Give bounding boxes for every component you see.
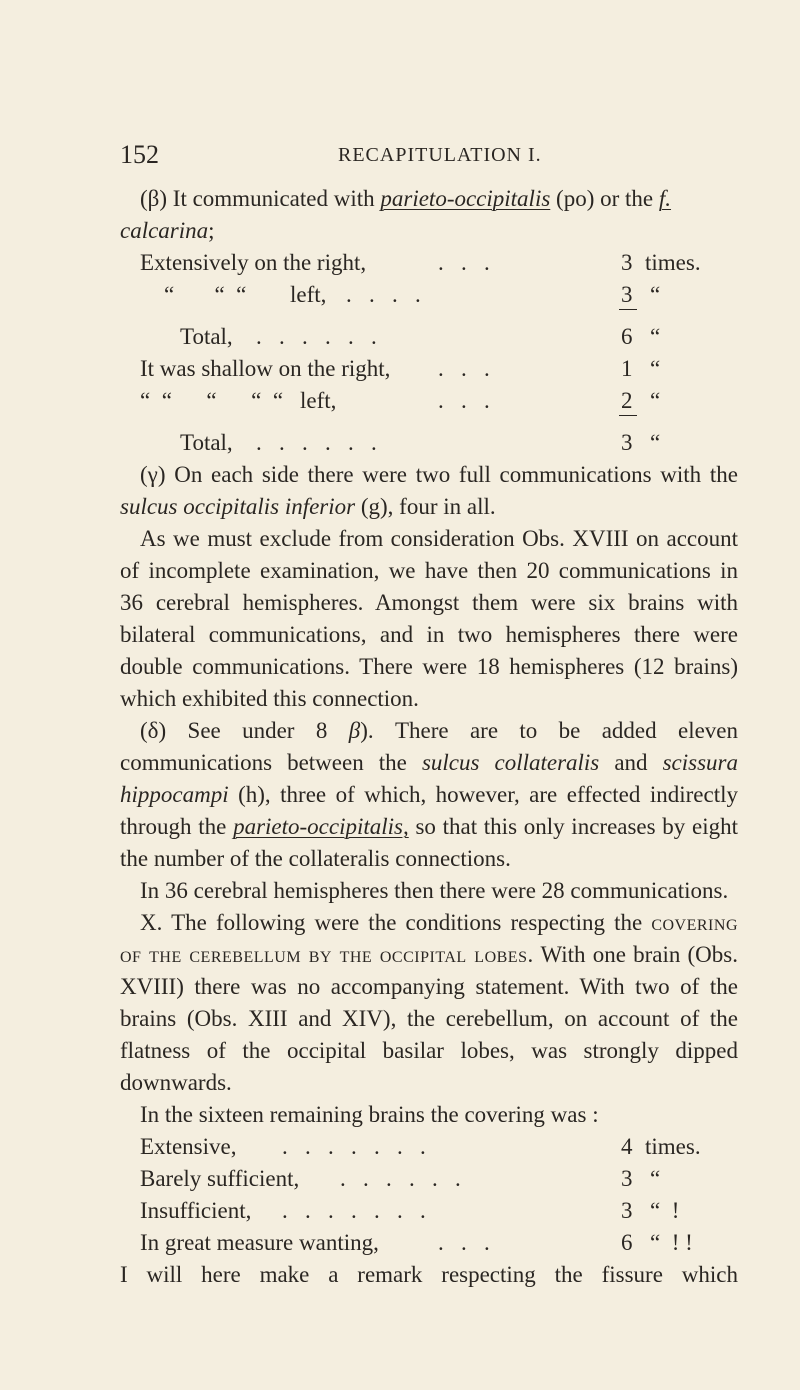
delta-term2: scissura hippocampi [120, 750, 739, 807]
beta-intro: It communicated with [172, 186, 375, 211]
row-dots: . . . . . . [256, 324, 377, 349]
para-beta [120, 183, 738, 247]
row-dots: . . . . [346, 282, 421, 307]
sum-rule [120, 311, 738, 321]
para-delta [120, 715, 738, 875]
row-label: In great measure wanting, [140, 1230, 379, 1255]
para-gamma [120, 459, 738, 523]
page-number: 152 [120, 140, 159, 169]
row-dots: . . . [438, 250, 490, 275]
row-ditto: “ “ “ “ “ [140, 388, 284, 413]
beta-term2: calcarina [120, 218, 209, 243]
row-dots: . . . . . . [256, 430, 377, 455]
row-dots: . . . . . . [340, 1166, 461, 1191]
row-label: left, [300, 388, 337, 413]
section-x-marker: X. [140, 910, 163, 935]
table-total-row [120, 427, 738, 459]
row-unit: “ ! ! [650, 1230, 693, 1255]
delta-text1: See under 8 [187, 718, 328, 743]
total-label: Total, [180, 430, 233, 455]
para-last-line: I will here make a remark respecting the fissure which [120, 1262, 738, 1287]
table-row [120, 1131, 738, 1163]
row-label: left, [290, 282, 327, 307]
sum-rule [120, 417, 738, 427]
row-count: 3 [621, 282, 633, 307]
row-label: Barely sufficient, [140, 1166, 300, 1191]
row-unit: “ [650, 282, 661, 307]
row-unit: “ [650, 1166, 661, 1191]
row-unit: “ [650, 324, 661, 349]
para-exclude: As we must exclude from consideration Obs. XVIII on account of incomplete examination, we have then 20 communications in 36 cerebral hemispheres. Amongst them were six brains with bilateral communications, and in two hemispheres there were double communications. There were 18 hemispheres (12 brains) which exhibited this connection. [120, 526, 738, 711]
row-count: 3 [621, 1166, 633, 1191]
row-dots: . . . . . . . [282, 1134, 426, 1159]
gamma-text1: On each side there were two full communications with the [174, 462, 738, 487]
row-count: 3 [621, 250, 633, 275]
table-total-row [120, 321, 738, 353]
delta-and: and [614, 750, 648, 775]
beta-marker: (β) [140, 186, 168, 211]
delta-term3: parieto-occipitalis, [233, 814, 409, 839]
table-row [120, 247, 738, 279]
gamma-marker: (γ) [140, 462, 166, 487]
row-unit: “ ! [650, 1198, 680, 1223]
table-covering [120, 1131, 738, 1259]
delta-text3: (h), three of which, however, are effected indirectly through the [120, 782, 738, 839]
row-count: 4 [621, 1134, 633, 1159]
table-row [120, 385, 738, 417]
table-communications [120, 247, 738, 459]
section-x-text1: The following were the conditions respecting the [171, 910, 643, 935]
row-count: 3 [621, 1198, 633, 1223]
delta-ref: β [348, 718, 361, 743]
delta-marker: (δ) [140, 718, 167, 743]
delta-term1: sulcus collateralis [421, 750, 600, 775]
gamma-text2: (g), four in all. [360, 494, 496, 519]
beta-abbr: (po) or the [556, 186, 654, 211]
row-unit: times. [645, 1134, 701, 1159]
row-label: Extensive, [140, 1134, 237, 1159]
table-row [120, 353, 738, 385]
row-dots: . . . . . . . [282, 1198, 426, 1223]
running-header [120, 140, 738, 170]
row-count: 2 [621, 388, 633, 413]
table-row [120, 1227, 738, 1259]
row-count: 6 [621, 324, 633, 349]
para-sixteen: In the sixteen remaining brains the covering was : [140, 1102, 599, 1127]
row-unit: times. [645, 250, 701, 275]
row-count: 3 [621, 430, 633, 455]
total-label: Total, [180, 324, 233, 349]
row-ditto: “ “ “ [164, 282, 247, 307]
beta-term: parieto-occipitalis [380, 186, 551, 211]
row-label: Insufficient, [140, 1198, 252, 1223]
beta-f: f. [658, 186, 672, 211]
row-count: 1 [621, 356, 633, 381]
section-x-heading: covering of the cerebellum by the occipital lobes. [120, 910, 738, 967]
delta-text2: ). There are to be added eleven communications between the [120, 718, 739, 775]
running-title: RECAPITULATION I. [338, 144, 542, 166]
table-row [120, 279, 738, 311]
delta-text4: so that this only increases by eight the number of the collateralis connections. [120, 814, 738, 871]
row-unit: “ [650, 388, 661, 413]
row-dots: . . . [438, 356, 490, 381]
row-dots: . . . [438, 1230, 490, 1255]
row-unit: “ [650, 430, 661, 455]
section-x-text2: With one brain (Obs. XVIII) there was no accompanying statement. With two of the brains (Obs. XIII and XIV), the cerebellum, on account of the flatness of the occipital basilar lobes, was strongly dipped downwards. [120, 942, 738, 1095]
row-count: 6 [621, 1230, 633, 1255]
row-label: Extensively on the right, [140, 250, 367, 275]
row-dots: . . . [438, 388, 490, 413]
page-body [120, 183, 738, 1291]
row-label: It was shallow on the right, [140, 356, 391, 381]
row-unit: “ [650, 356, 661, 381]
table-row [120, 1163, 738, 1195]
table-row [120, 1195, 738, 1227]
beta-semicolon: ; [208, 218, 215, 243]
para-section-x [120, 907, 738, 1099]
gamma-term: sulcus occipitalis inferior [120, 494, 356, 519]
para-total: In 36 cerebral hemispheres then there were 28 communications. [140, 878, 729, 903]
